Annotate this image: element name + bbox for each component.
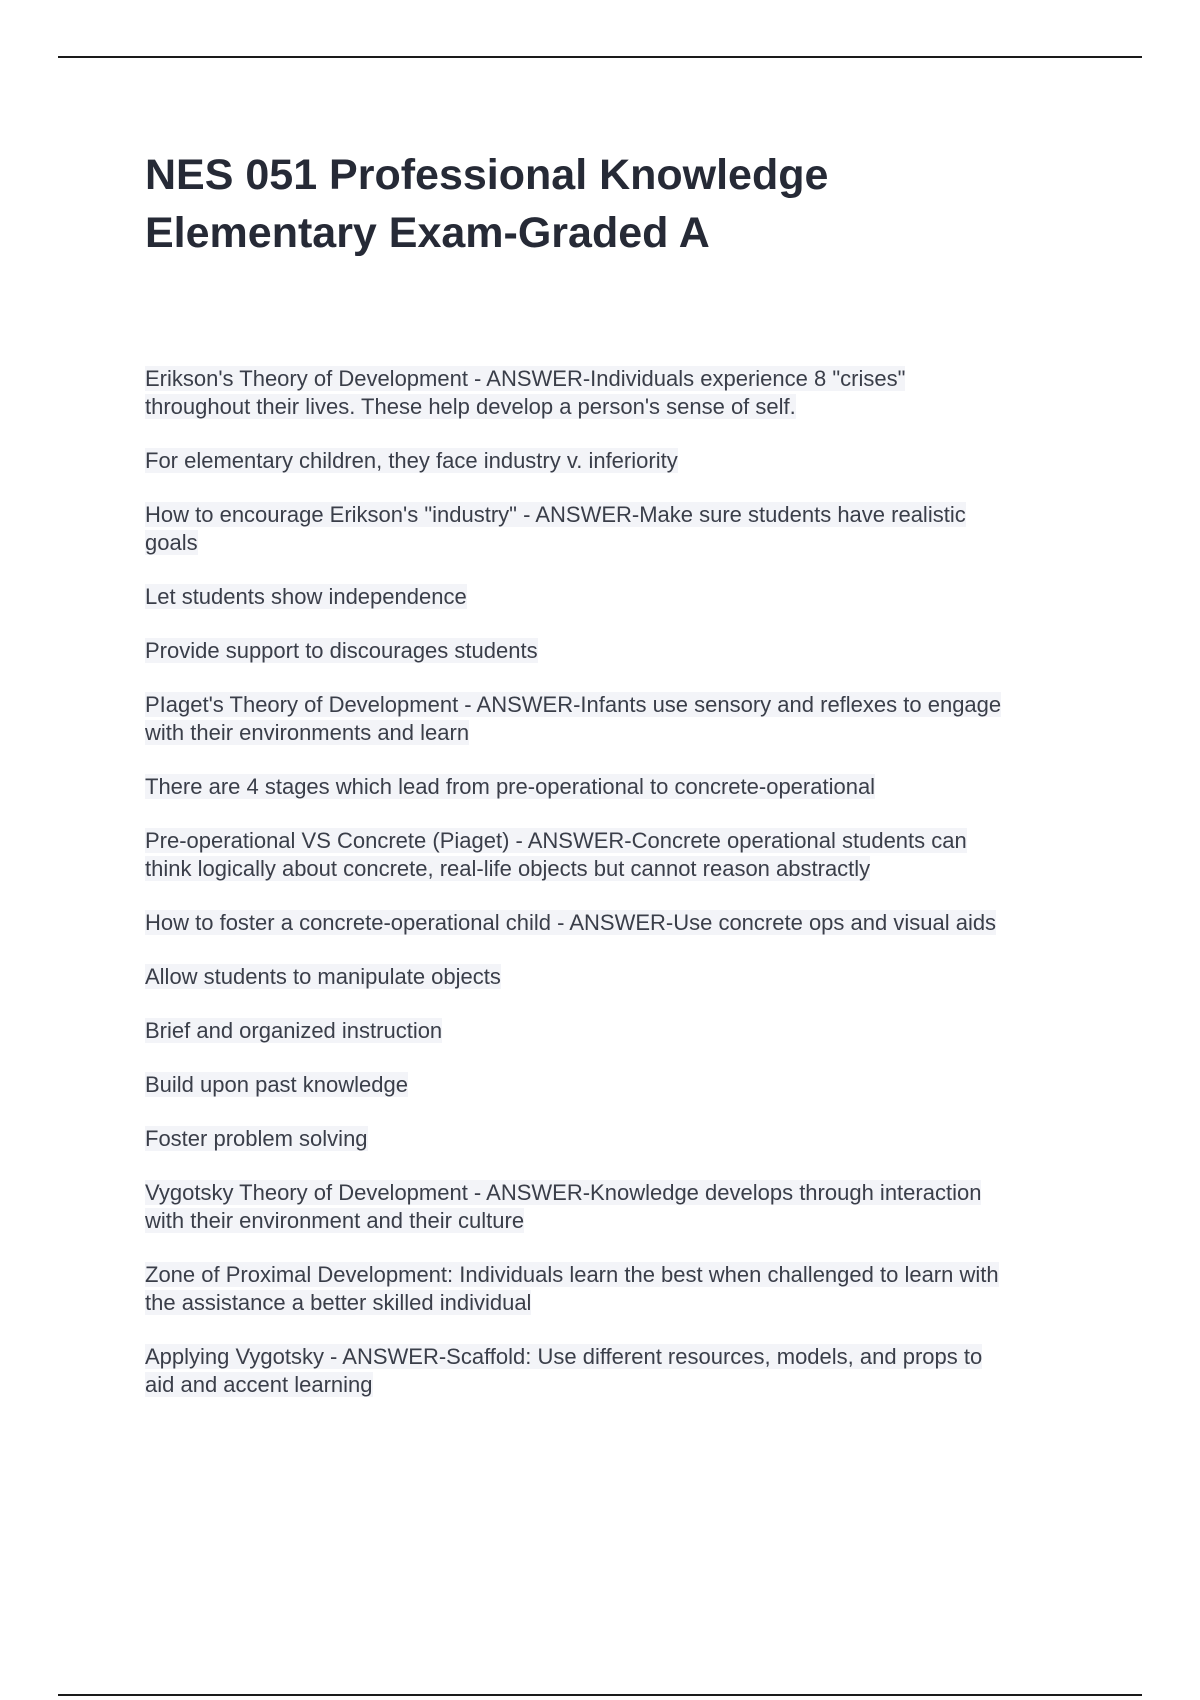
paragraph [145, 1071, 1095, 1099]
paragraph-line: How to foster a concrete-operational child - ANSWER-Use concrete ops and visual aids [145, 910, 997, 935]
paragraph-line: with their environments and learn [145, 720, 470, 745]
document-title-line-2: Elementary Exam-Graded A [145, 209, 710, 257]
document-body [145, 365, 1095, 1425]
paragraph-line: PIaget's Theory of Development - ANSWER-Infants use sensory and reflexes to engage [145, 692, 1002, 717]
paragraph [145, 909, 1095, 937]
paragraph-line: Brief and organized instruction [145, 1018, 443, 1043]
paragraph [145, 637, 1095, 665]
paragraph [145, 365, 1095, 421]
paragraph [145, 1179, 1095, 1235]
paragraph [145, 827, 1095, 883]
paragraph-line: throughout their lives. These help develop a person's sense of self. [145, 394, 796, 419]
paragraph-line: Allow students to manipulate objects [145, 964, 501, 989]
paragraph-line: Zone of Proximal Development: Individuals learn the best when challenged to learn with [145, 1262, 999, 1287]
paragraph [145, 1017, 1095, 1045]
paragraph [145, 447, 1095, 475]
bottom-rule [58, 1694, 1142, 1696]
paragraph-line: think logically about concrete, real-life objects but cannot reason abstractly [145, 856, 871, 881]
paragraph-line: goals [145, 530, 198, 555]
paragraph [145, 1261, 1095, 1317]
paragraph-line: For elementary children, they face industry v. inferiority [145, 448, 678, 473]
paragraph-line: Applying Vygotsky - ANSWER-Scaffold: Use different resources, models, and props to [145, 1344, 983, 1369]
paragraph-line: Erikson's Theory of Development - ANSWER-Individuals experience 8 "crises" [145, 366, 906, 391]
paragraph-line: Build upon past knowledge [145, 1072, 408, 1097]
paragraph-line: aid and accent learning [145, 1372, 373, 1397]
document-title-line-1: NES 051 Professional Knowledge [145, 151, 829, 199]
paragraph-line: Vygotsky Theory of Development - ANSWER-Knowledge develops through interaction [145, 1180, 982, 1205]
document-title [145, 146, 1105, 262]
paragraph-line: Let students show independence [145, 584, 467, 609]
paragraph-line: There are 4 stages which lead from pre-operational to concrete-operational [145, 774, 876, 799]
paragraph-line: Foster problem solving [145, 1126, 368, 1151]
paragraph [145, 583, 1095, 611]
paragraph-line: Provide support to discourages students [145, 638, 538, 663]
paragraph [145, 773, 1095, 801]
paragraph-line: with their environment and their culture [145, 1208, 525, 1233]
paragraph-line: the assistance a better skilled individual [145, 1290, 532, 1315]
paragraph [145, 963, 1095, 991]
paragraph-line: How to encourage Erikson's "industry" - ANSWER-Make sure students have realistic [145, 502, 966, 527]
paragraph-line: Pre-operational VS Concrete (Piaget) - ANSWER-Concrete operational students can [145, 828, 967, 853]
paragraph [145, 1125, 1095, 1153]
paragraph [145, 501, 1095, 557]
paragraph [145, 691, 1095, 747]
paragraph [145, 1343, 1095, 1399]
top-rule [58, 56, 1142, 58]
